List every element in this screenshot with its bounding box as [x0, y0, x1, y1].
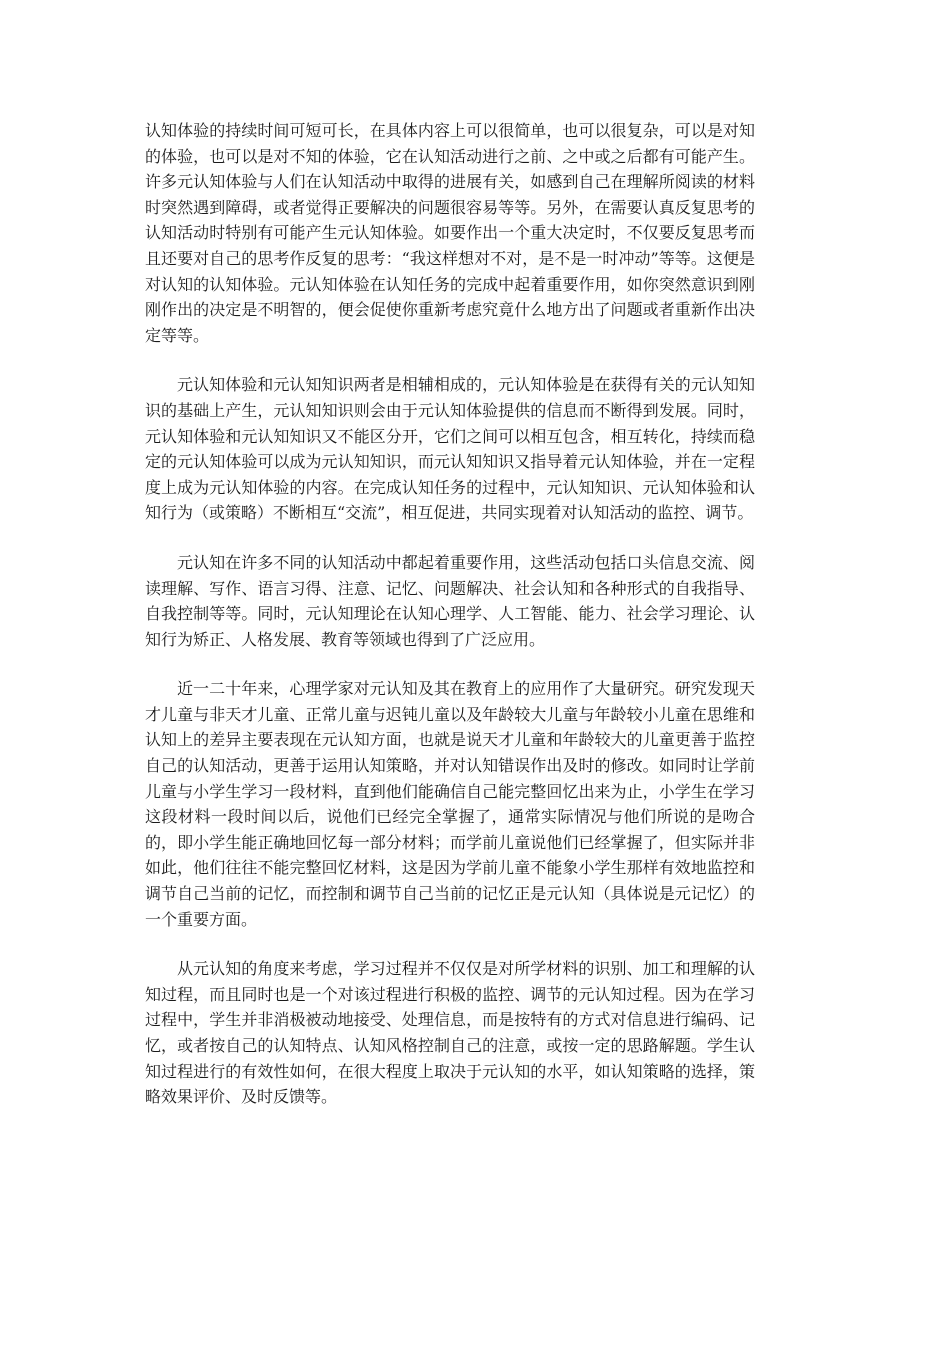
- paragraph-4: 近一二十年来，心理学家对元认知及其在教育上的应用作了大量研究。研究发现天才儿童与非天才儿童、正常儿童与迟钝儿童以及年龄较大儿童与年龄较小儿童在思维和认知上的差异主要表现在元认知方面，也就是说天才儿童和年龄较大的儿童更善于监控自己的认知活动，更善于运用认知策略，并对认知错误作出及时的修改。如同时让学前儿童与小学生学习一段材料，直到他们能确信自己能完整回忆出来为止，小学生在学习这段材料一段时间以后，说他们已经完全掌握了，通常实际情况与他们所说的是吻合的，即小学生能正确地回忆每一部分材料；而学前儿童说他们已经掌握了，但实际并非如此，他们往往不能完整回忆材料，这是因为学前儿童不能象小学生那样有效地监控和调节自己当前的记忆，而控制和调节自己当前的记忆正是元认知（具体说是元记忆）的一个重要方面。: [145, 679, 755, 929]
- paragraph-5: 从元认知的角度来考虑，学习过程并不仅仅是对所学材料的识别、加工和理解的认知过程，而且同时也是一个对该过程进行积极的监控、调节的元认知过程。因为在学习过程中，学生并非消极被动地接受、处理信息，而是按特有的方式对信息进行编码、记忆，或者按自己的认知特点、认知风格控制自己的注意，或按一定的思路解题。学生认知过程进行的有效性如何，在很大程度上取决于元认知的水平，如认知策略的选择，策略效果评价、及时反馈等。: [145, 959, 755, 1107]
- paragraph-2: 元认知体验和元认知知识两者是相辅相成的，元认知体验是在获得有关的元认知知识的基础上产生，元认知知识则会由于元认知体验提供的信息而不断得到发展。同时，元认知体验和元认知知识又不能区分开，它们之间可以相互包含，相互转化，持续而稳定的元认知体验可以成为元认知知识，而元认知知识又指导着元认知体验，并在一定程度上成为元认知体验的内容。在完成认知任务的过程中，元认知知识、元认知体验和认知行为（或策略）不断相互“交流”，相互促进，共同实现着对认知活动的监控、调节。: [145, 375, 755, 523]
- paragraph-3: 元认知在许多不同的认知活动中都起着重要作用，这些活动包括口头信息交流、阅读理解、写作、语言习得、注意、记忆、问题解决、社会认知和各种形式的自我指导、自我控制等等。同时，元认知理论在认知心理学、人工智能、能力、社会学习理论、认知行为矫正、人格发展、教育等领域也得到了广泛应用。: [145, 552, 755, 649]
- document-body: [145, 118, 755, 1134]
- paragraph-1: 认知体验的持续时间可短可长，在具体内容上可以很简单，也可以很复杂，可以是对知的体验，也可以是对不知的体验，它在认知活动进行之前、之中或之后都有可能产生。许多元认知体验与人们在认知活动中取得的进展有关，如感到自己在理解所阅读的材料时突然遇到障碍，或者觉得正要解决的问题很容易等等。另外，在需要认真反复思考的认知活动时特别有可能产生元认知体验。如要作出一个重大决定时，不仅要反复思考而且还要对自己的思考作反复的思考：“我这样想对不对，是不是一时冲动”等等。这便是对认知的认知体验。元认知体验在认知任务的完成中起着重要作用，如你突然意识到刚刚作出的决定是不明智的，便会促使你重新考虑究竟什么地方出了问题或者重新作出决定等等。: [145, 121, 755, 345]
